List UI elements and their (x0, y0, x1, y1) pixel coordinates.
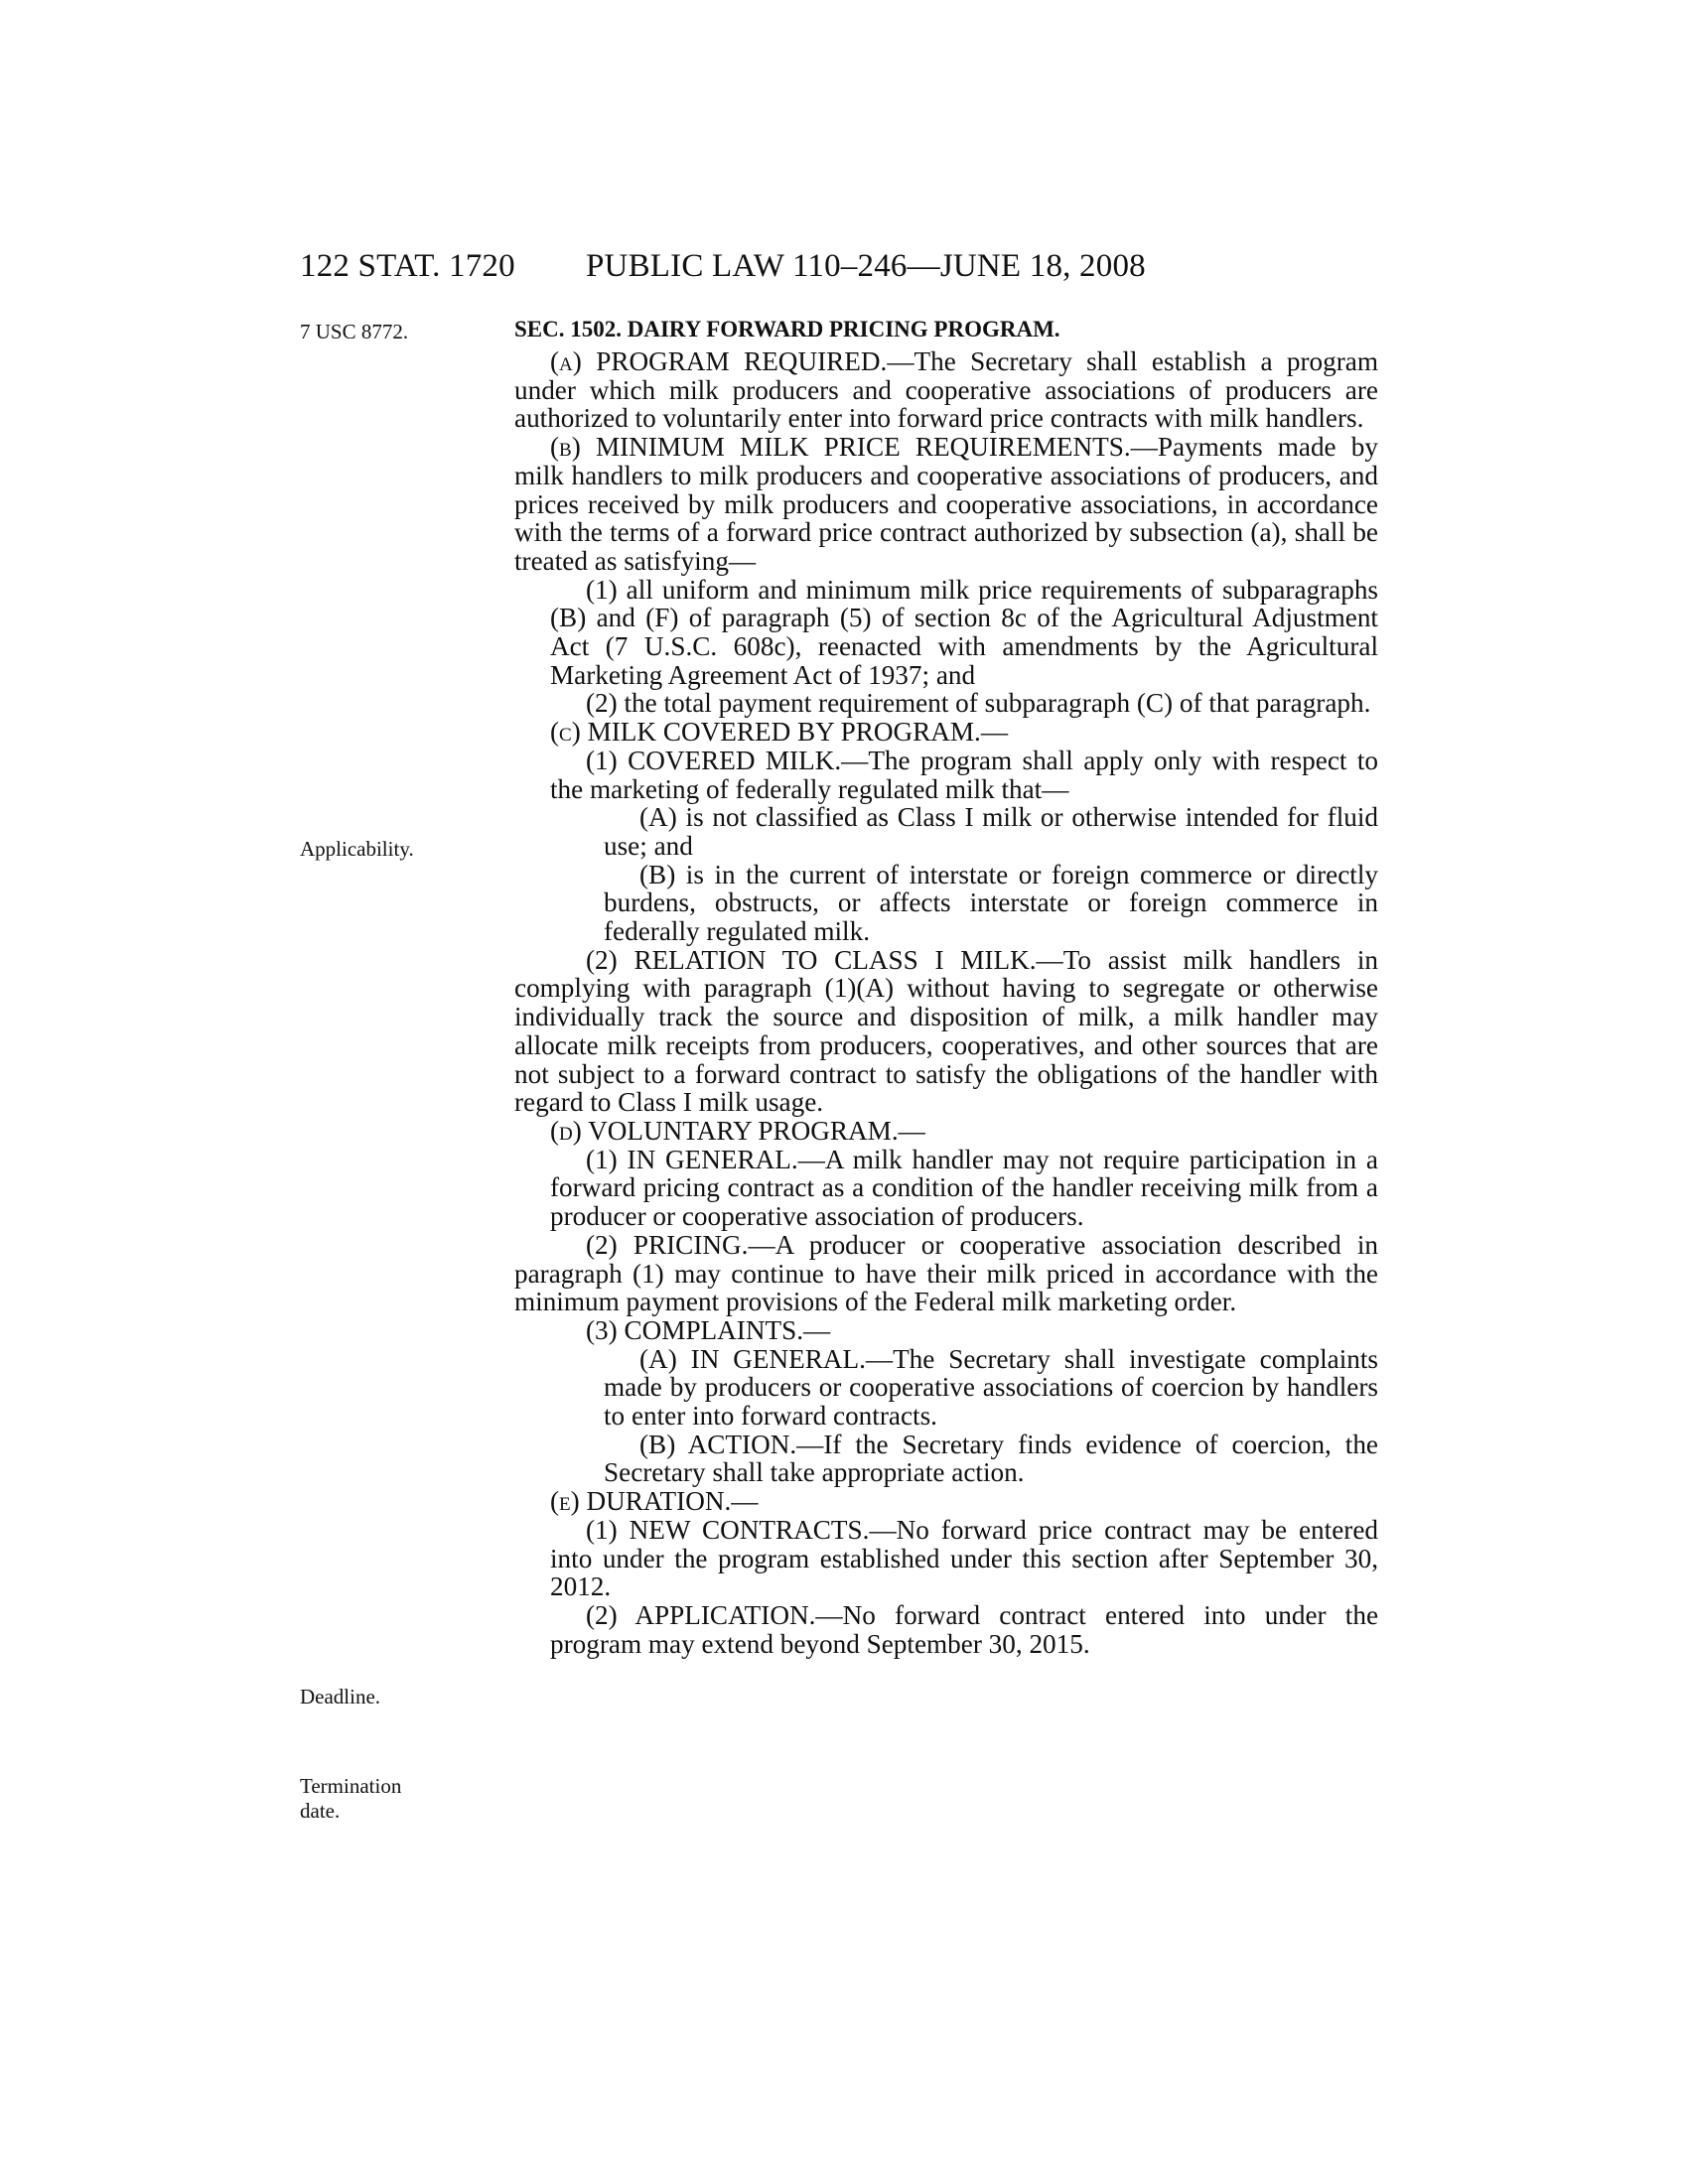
paragraph-c2-heading: (2) RELATION TO CLASS I MILK. (586, 944, 1037, 975)
paragraph-d3-heading: (3) COMPLAINTS.— (586, 1314, 831, 1345)
subsection-d-heading: (d) VOLUNTARY PROGRAM.— (550, 1115, 925, 1146)
subparagraph-d3B-heading: (B) ACTION. (639, 1429, 797, 1459)
paragraph-e1-heading: (1) NEW CONTRACTS. (586, 1514, 870, 1545)
section-title: SEC. 1502. DAIRY FORWARD PRICING PROGRAM. (514, 317, 1060, 341)
paragraph-b1: (1) all uniform and minimum milk price requirements of subparagraphs (B) and (F) of paragraph (5) of section 8c of the Agricultural Adjustment Act (7 U.S.C. 608c), reenacted with amendments by the Agricultural Marketing Agreement Act of 1937; and (550, 574, 1378, 690)
paragraph-c1 (514, 747, 1378, 803)
paragraph-c1-heading: (1) COVERED MILK. (586, 745, 842, 775)
subsection-b-heading: (b) MINIMUM MILK PRICE REQUIREMENTS. (550, 432, 1131, 463)
paragraph-e2 (514, 1601, 1378, 1658)
subsection-e-heading: (e) DURATION.— (550, 1486, 759, 1517)
subparagraph-d3A (514, 1345, 1378, 1431)
paragraph-d2-text: —A producer or cooperative association described in paragraph (1) may continue to have their milk priced in accordance with the minimum payment provisions of the Federal milk marketing order. (514, 1229, 1378, 1317)
paragraph-e2-text: —No forward contract entered into under the program may extend beyond September 30, 2015. (550, 1599, 1379, 1659)
subparagraph-d3B (514, 1431, 1378, 1487)
subsection-a (514, 347, 1378, 433)
page-reference: 122 STAT. 1720 (300, 248, 515, 284)
paragraph-e1-text: —No forward price contract may be entered into under the program established under this section after September 30, 2012. (550, 1514, 1378, 1602)
margin-note-deadline: Deadline. (300, 1685, 381, 1708)
section-body (514, 347, 1378, 1658)
margin-note-applicability: Applicability. (300, 837, 414, 861)
paragraph-c2-text: —To assist milk handlers in complying with paragraph (1)(A) without having to segregate or otherwise individually track the source and disposition of milk, a milk handler may allocate milk receipts from producers, cooperatives, and other sources that are not subject to a forward contract to satisfy the obligations of the handler with regard to Class I milk usage. (514, 944, 1378, 1118)
paragraph-b2: (2) the total payment requirement of subparagraph (C) of that paragraph. (586, 688, 1371, 719)
subparagraph-d3B-text: —If the Secretary finds evidence of coercion, the Secretary shall take appropriate action. (604, 1429, 1378, 1488)
subparagraph-c1B: (B) is in the current of interstate or foreign commerce or directly burdens, obstructs, or affects interstate or foreign commerce in federally regulated milk. (604, 859, 1378, 947)
paragraph-d2-heading: (2) PRICING. (586, 1229, 749, 1260)
paragraph-e2-heading: (2) APPLICATION. (586, 1599, 816, 1630)
subsection-a-text: —The Secretary shall establish a program under which milk producers and cooperative associations of producers are authorized to voluntarily enter into forward price contracts with milk handlers. (514, 346, 1379, 434)
subparagraph-d3A-heading: (A) IN GENERAL. (639, 1343, 866, 1374)
paragraph-d1 (514, 1146, 1378, 1231)
margin-note-termination-line1: Termination (300, 1774, 402, 1798)
subsection-c-heading: (c) MILK COVERED BY PROGRAM.— (550, 717, 1009, 748)
paragraph-e1 (514, 1516, 1378, 1601)
subsection-a-heading: (a) PROGRAM REQUIRED. (550, 346, 888, 376)
paragraph-d1-heading: (1) IN GENERAL. (586, 1144, 798, 1174)
paragraph-d1-text: —A milk handler may not require participation in a forward pricing contract as a condition of the handler receiving milk from a producer or cooperative association of producers. (550, 1144, 1378, 1232)
paragraph-d2 (514, 1231, 1378, 1316)
subparagraph-d3A-text: —The Secretary shall investigate complaints made by producers or cooperative associations of coercion by handlers to enter into forward contracts. (604, 1343, 1378, 1432)
paragraph-c2 (514, 946, 1378, 1117)
subparagraph-c1A: (A) is not classified as Class I milk or otherwise intended for fluid use; and (604, 802, 1378, 861)
margin-note-termination-date (300, 1774, 401, 1824)
subsection-b (514, 433, 1378, 576)
paragraph-c1-text: —The program shall apply only with respect to the marketing of federally regulated milk that— (550, 745, 1378, 804)
margin-note-termination-line2: date. (300, 1799, 341, 1823)
margin-note-usc: 7 USC 8772. (300, 320, 409, 343)
subsection-b-text: —Payments made by milk handlers to milk producers and cooperative associations of producers, and prices received by milk producers and cooperative associations, in accordance with the terms of a forward price contract authorized by subsection (a), shall be treated as satisfying— (514, 432, 1378, 576)
law-title-header: PUBLIC LAW 110–246—JUNE 18, 2008 (586, 248, 1146, 284)
